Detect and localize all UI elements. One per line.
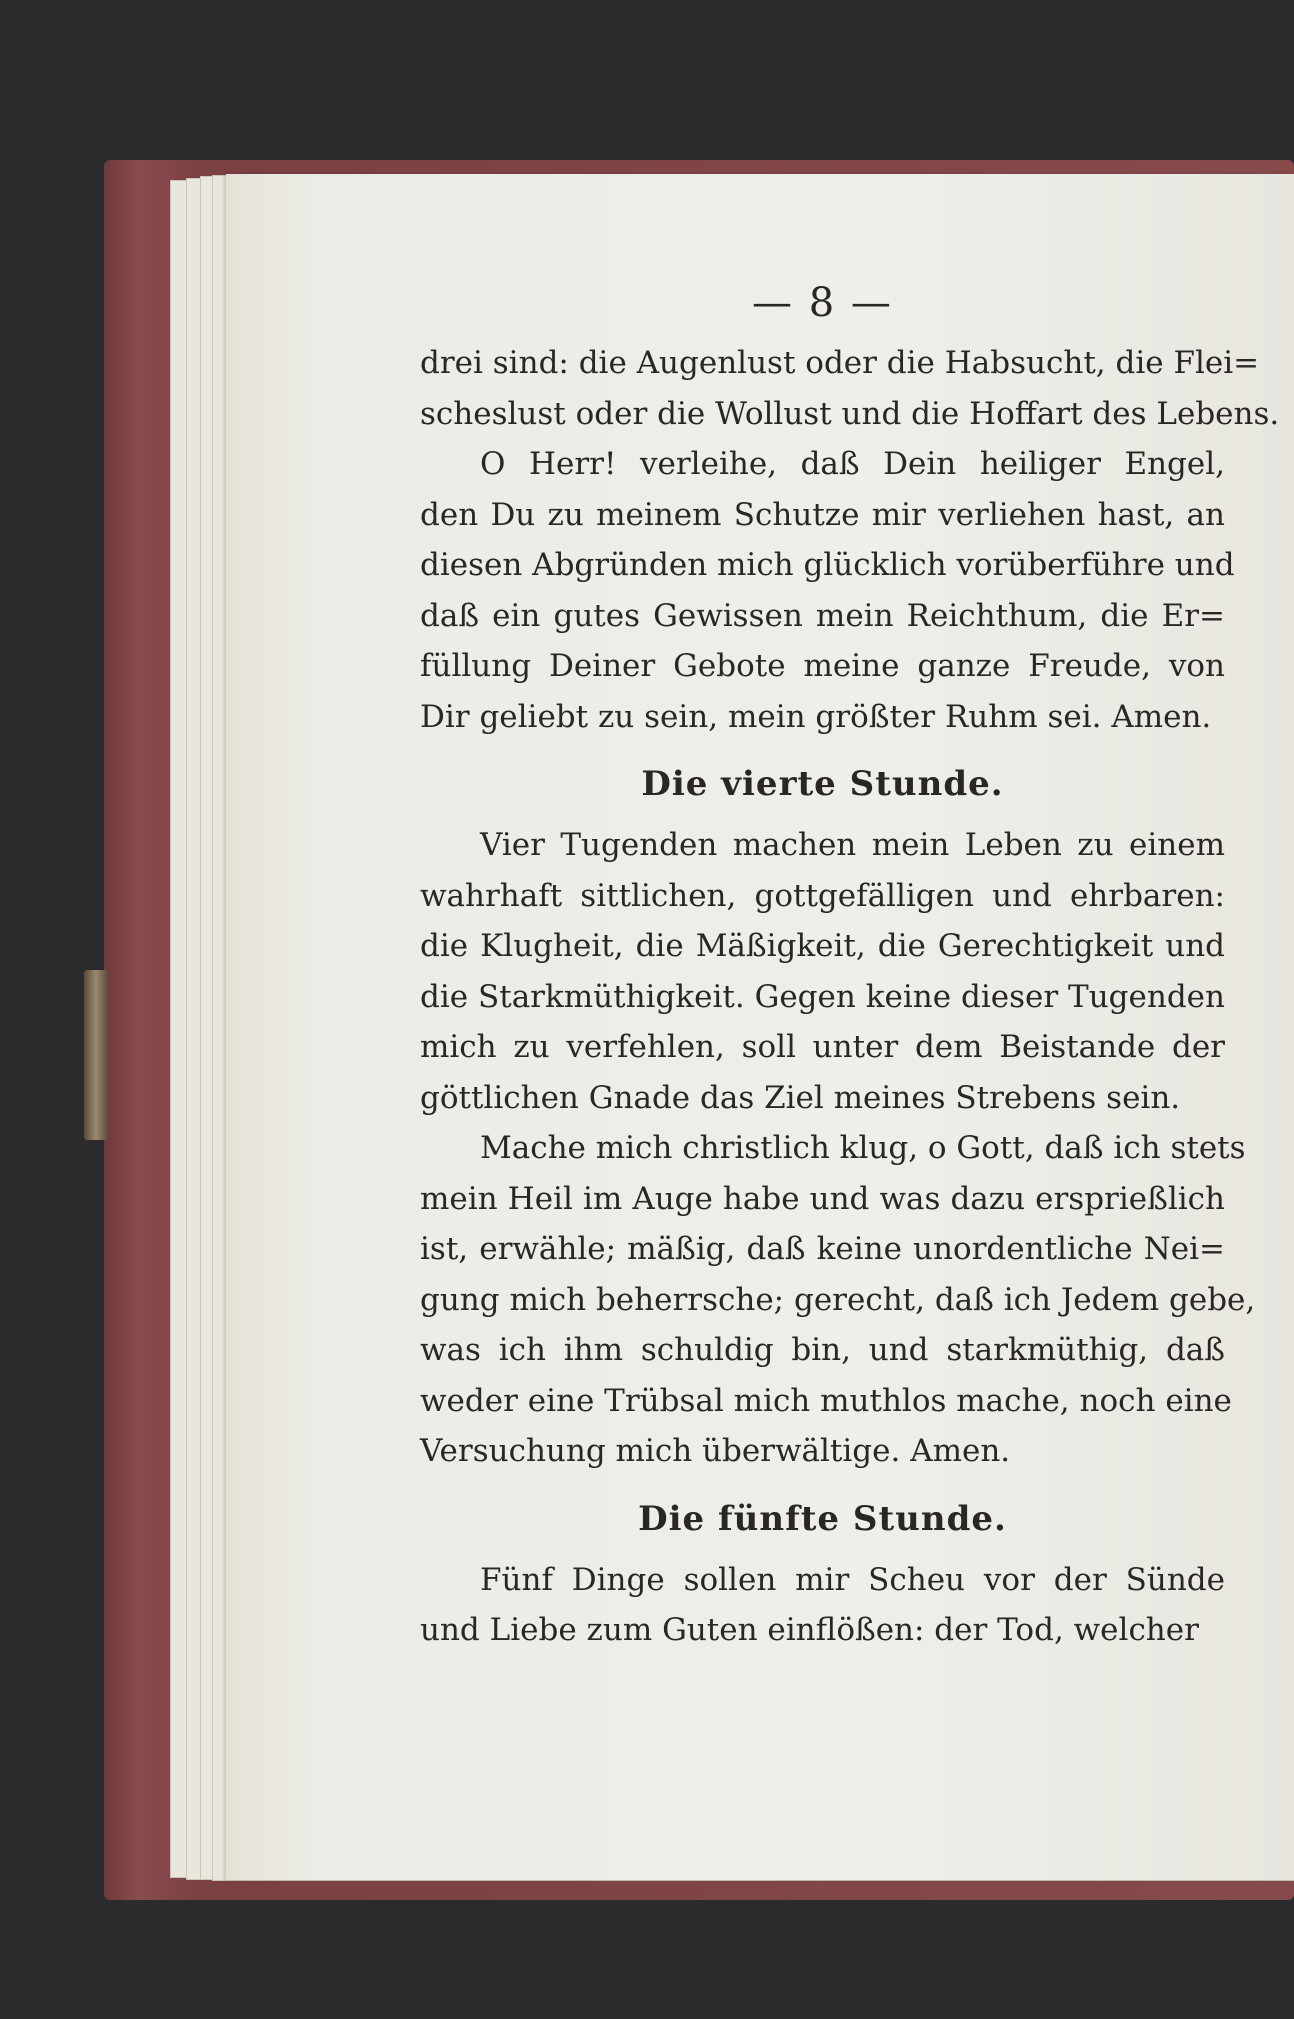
book-clasp [84, 970, 108, 1140]
text-line: Vier Tugenden machen mein Leben zu einem [480, 827, 1225, 863]
text-line: scheslust oder die Wollust und die Hoffart des Lebens. [420, 395, 1280, 432]
paragraph [420, 439, 1235, 742]
page-content [420, 338, 1280, 1656]
text-line: was ich ihm schuldig bin, und starkmüthig, daß [420, 1332, 1225, 1368]
text-line: Dir geliebt zu sein, mein größter Ruhm sei. Amen. [420, 698, 1212, 735]
paragraph [420, 820, 1225, 1123]
text-line: mich zu verfehlen, soll unter dem Beistande der [420, 1029, 1225, 1065]
section-heading: Die fünfte Stunde. [638, 1498, 1007, 1539]
paragraph [420, 1123, 1256, 1477]
text-line: Versuchung mich überwältige. Amen. [420, 1433, 1011, 1469]
text-line: weder eine Trübsal mich muthlos mache, noch eine [420, 1382, 1232, 1419]
text-line: wahrhaft sittlichen, gottgefälligen und ehrbaren: [420, 877, 1225, 914]
text-line: und Liebe zum Guten einflößen: der Tod, welcher [420, 1612, 1199, 1648]
text-line: daß ein gutes Gewissen mein Reichthum, die Er= [420, 597, 1225, 634]
text-line: gung mich beherrsche; gerecht, daß ich Jedem gebe, [420, 1281, 1256, 1318]
text-line: O Herr! verleihe, daß Dein heiliger Engel, [480, 446, 1225, 482]
text-line: mein Heil im Auge habe und was dazu ersprießlich [420, 1180, 1225, 1217]
text-line: Mache mich christlich klug, o Gott, daß ich stets [480, 1130, 1246, 1166]
paragraph [420, 338, 1280, 439]
text-line: die Starkmüthigkeit. Gegen keine dieser Tugenden [420, 978, 1225, 1015]
page-text [420, 280, 1280, 1656]
text-line: ist, erwähle; mäßig, daß keine unordentliche Nei= [420, 1231, 1225, 1267]
text-line: göttlichen Gnade das Ziel meines Strebens sein. [420, 1079, 1181, 1116]
section-heading: Die vierte Stunde. [641, 764, 1004, 804]
text-line: diesen Abgründen mich glücklich vorüberführe und [420, 547, 1235, 583]
text-line: die Klugheit, die Mäßigkeit, die Gerechtigkeit und [420, 928, 1225, 964]
page-number: — 8 — [752, 280, 893, 326]
text-line: den Du zu meinem Schutze mir verliehen hast, an [420, 496, 1225, 533]
text-line: drei sind: die Augenlust oder die Habsucht, die Flei= [420, 345, 1260, 381]
text-line: Fünf Dinge sollen mir Scheu vor der Sünde [480, 1561, 1225, 1598]
paragraph [420, 1555, 1225, 1656]
text-line: füllung Deiner Gebote meine ganze Freude, von [420, 648, 1225, 684]
